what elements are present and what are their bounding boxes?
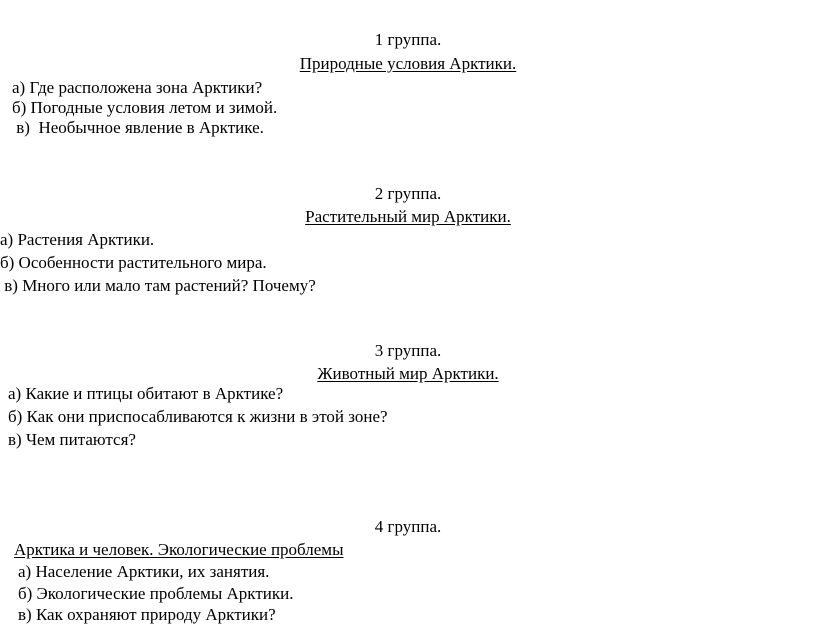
group-2-title [0,207,816,227]
group-1-title [0,54,816,74]
group-4-item-b: б) Экологические проблемы Арктики. [18,584,294,603]
group-2-item-a: а) Растения Арктики. [0,230,155,249]
group-4-heading: 4 группа. [374,517,442,536]
group-3-item-b: б) Как они приспосабливаются к жизни в этой зоне? [8,407,388,426]
group-4-title-text: Арктика и человек. Экологические проблемы [14,540,344,559]
group-1-title-text: Природные условия Арктики. [299,54,517,73]
group-2-item-b: б) Особенности растительного мира. [0,253,267,272]
group-1-item-b: б) Погодные условия летом и зимой. [12,98,278,117]
group-2-title-text: Растительный мир Арктики. [305,207,511,226]
group-1-heading: 1 группа. [374,30,442,49]
group-4-item-a: а) Население Арктики, их занятия. [18,562,270,581]
group-2-heading: 2 группа. [374,184,442,203]
group-4-item-c: в) Как охраняют природу Арктики? [18,605,276,624]
group-3-title [0,364,816,384]
group-3-item-a: а) Какие и птицы обитают в Арктике? [8,384,284,403]
group-1-item-c: в) Необычное явление в Арктике. [12,118,264,137]
group-3-item-c: в) Чем питаются? [8,430,136,449]
group-2-item-c: в) Много или мало там растений? Почему? [0,276,316,295]
group-3-title-text: Животный мир Арктики. [317,364,499,383]
group-4-title [14,540,344,560]
group-3-heading: 3 группа. [374,341,442,360]
group-1-item-a: а) Где расположена зона Арктики? [12,78,263,97]
